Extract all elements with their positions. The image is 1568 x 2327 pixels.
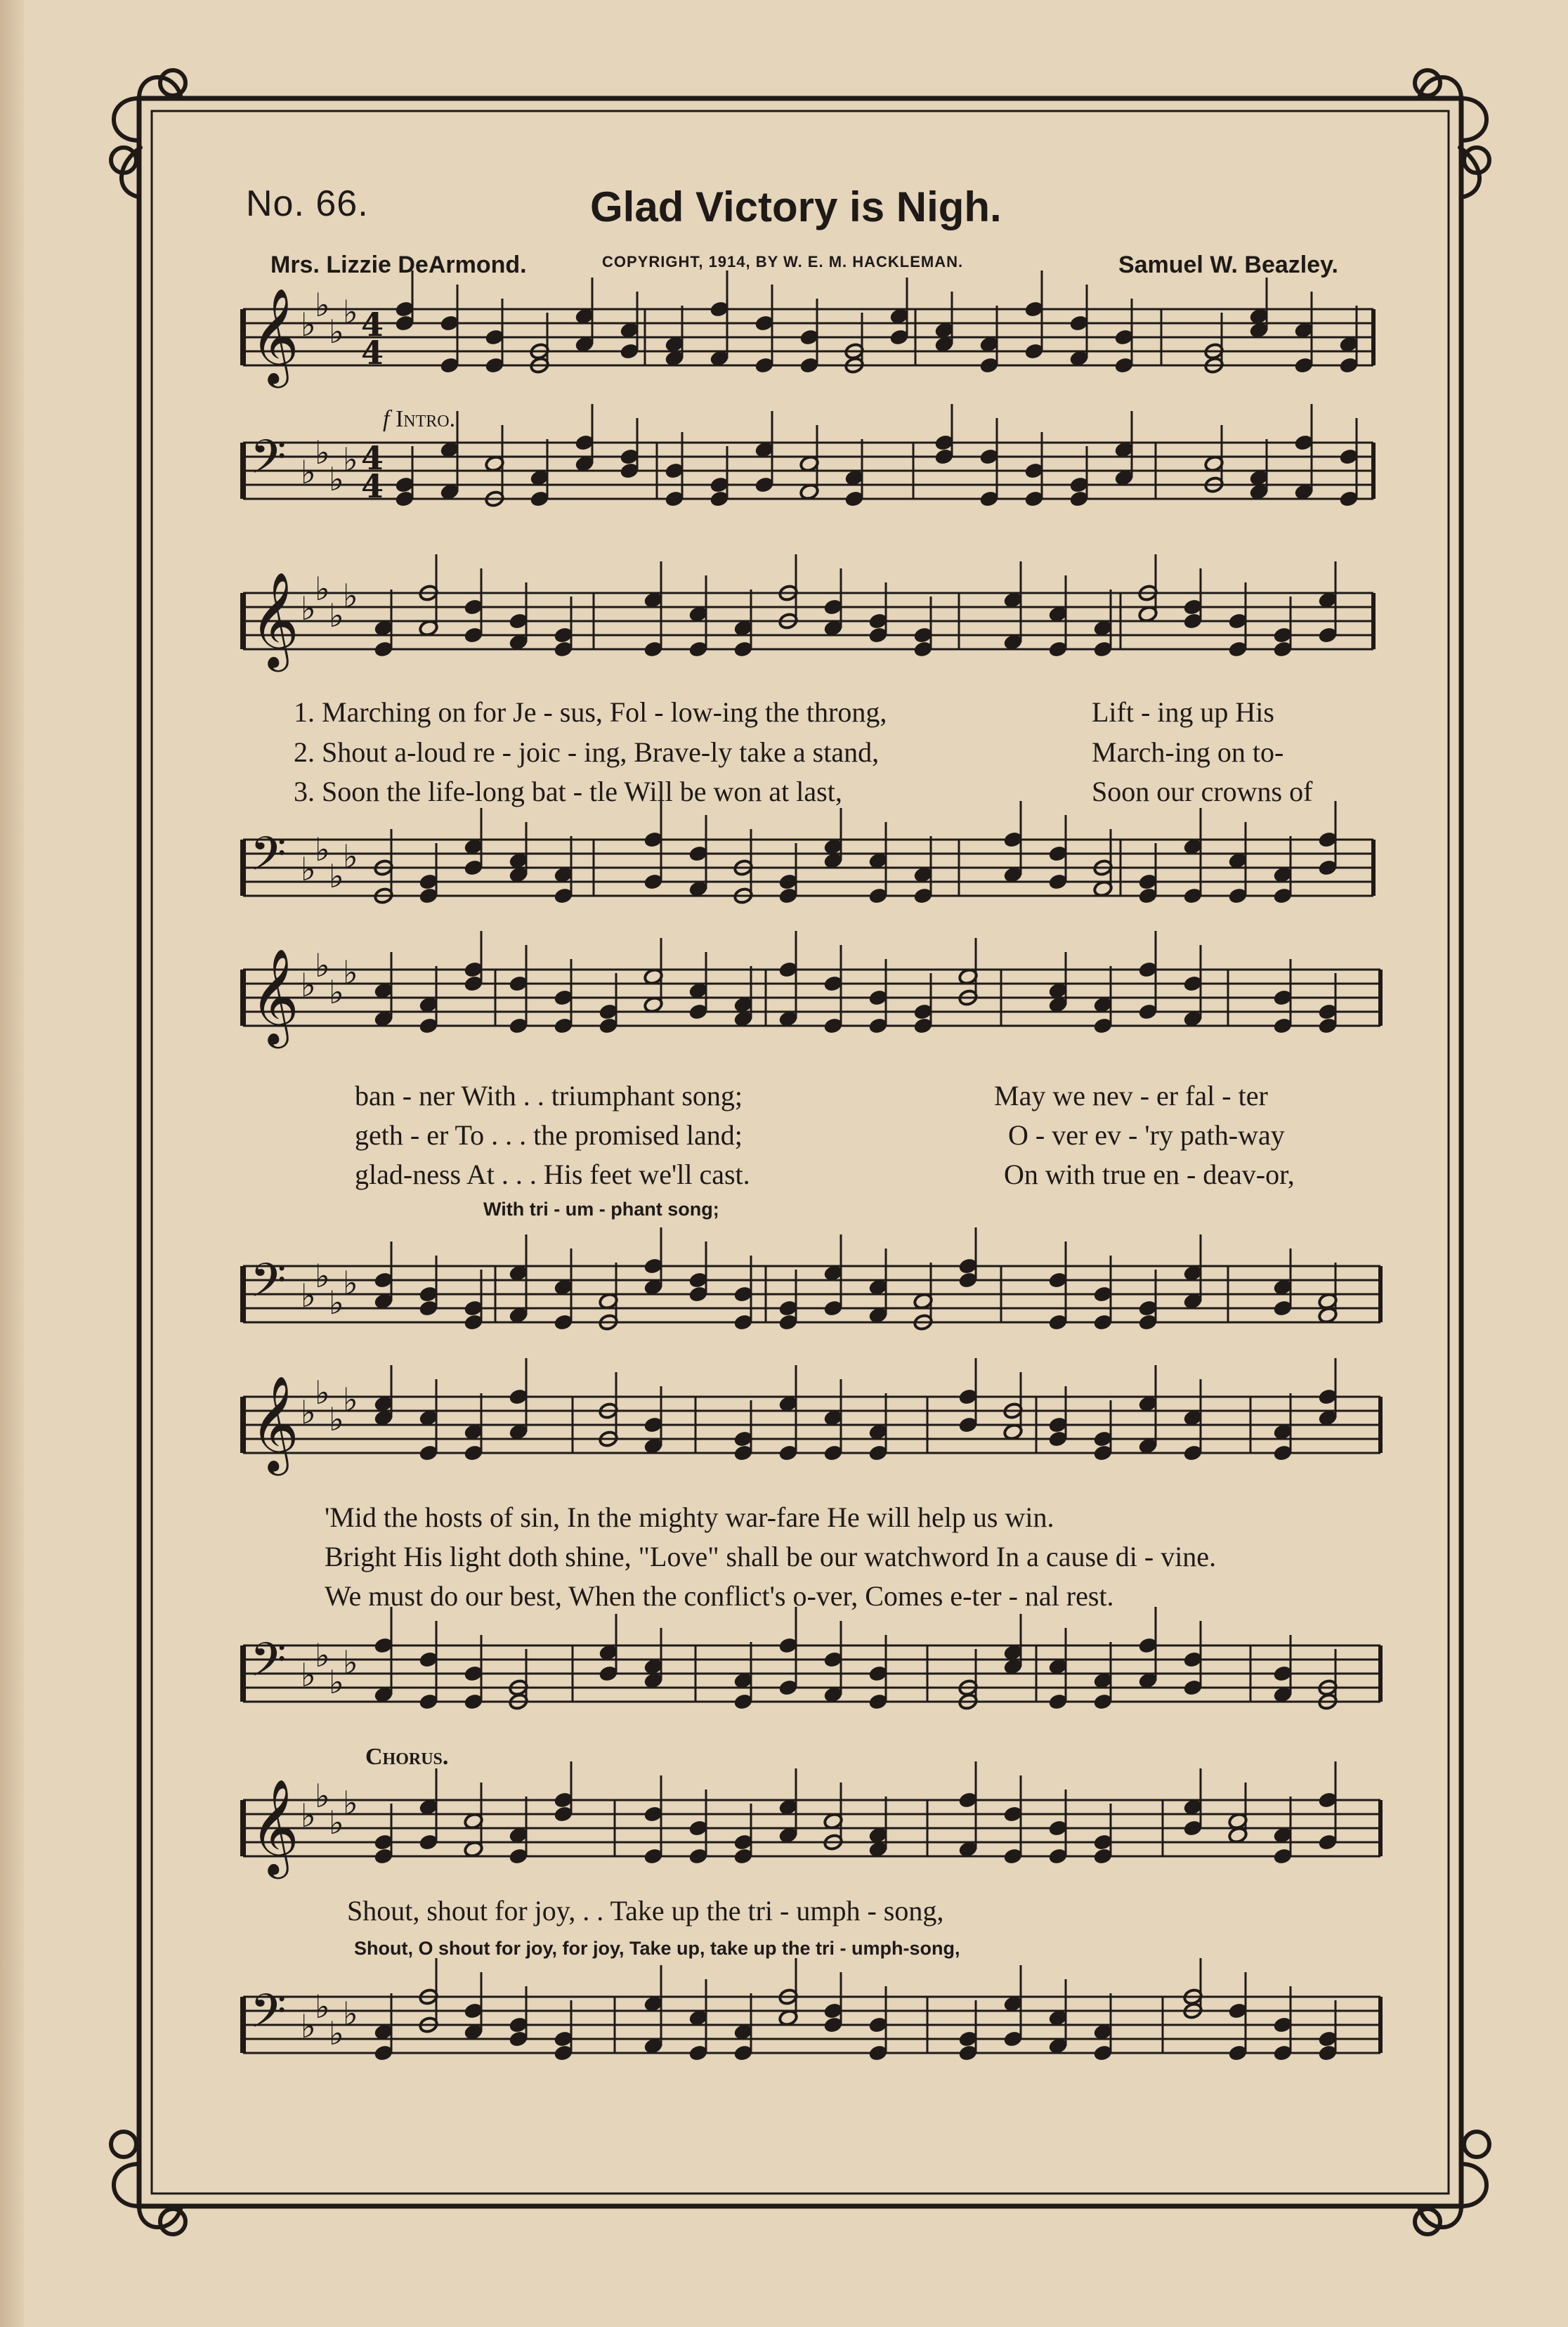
flat-sign-icon: ♭ (301, 850, 316, 888)
treble-clef-icon: 𝄞 (250, 571, 299, 667)
flat-sign-icon: ♭ (329, 1400, 344, 1438)
bass-clef-icon: 𝄢 (250, 827, 287, 892)
flat-sign-icon: ♭ (343, 837, 358, 875)
bass-clef-icon: 𝄢 (250, 1253, 287, 1319)
flat-sign-icon: ♭ (301, 453, 316, 491)
chorus-label: Chorus. (365, 1744, 449, 1770)
flat-sign-icon: ♭ (315, 946, 330, 984)
flat-sign-icon: ♭ (315, 1636, 330, 1674)
flat-sign-icon: ♭ (329, 1804, 344, 1842)
treble-clef-icon: 𝄞 (250, 1778, 299, 1875)
lyric-text: Bright His light doth shine, "Love" shall be our watchword In a cause di - vine. (325, 1541, 1217, 1572)
lyric-text: 3. Soon the life-long bat - tle Will be won at last, (294, 776, 842, 807)
hymn-number: No. 66. (246, 183, 369, 224)
flat-sign-icon: ♭ (301, 1277, 316, 1315)
flat-sign-icon: ♭ (343, 577, 358, 615)
flat-sign-icon: ♭ (315, 1374, 330, 1412)
lyric-text: March-ing on to- (1092, 736, 1284, 768)
lyric-text: ban - ner With . . triumphant song; (355, 1080, 743, 1112)
lyric-text: May we nev - er fal - ter (994, 1080, 1268, 1112)
intro-label: Intro. (395, 406, 456, 432)
flat-sign-icon: ♭ (301, 1393, 316, 1431)
flat-sign-icon: ♭ (343, 1995, 358, 2033)
flat-sign-icon: ♭ (315, 1988, 330, 2026)
flat-sign-icon: ♭ (343, 1264, 358, 1302)
bass-echo-text: With tri - um - phant song; (483, 1199, 719, 1220)
flat-sign-icon: ♭ (343, 441, 358, 478)
lyric-text: O - ver ev - 'ry path-way (1008, 1119, 1285, 1151)
flat-sign-icon: ♭ (343, 1784, 358, 1822)
time-signature-bottom: 4 (361, 467, 384, 505)
flat-sign-icon: ♭ (329, 460, 344, 498)
lyric-text: glad-ness At . . . His feet we'll cast. (355, 1159, 750, 1190)
flat-sign-icon: ♭ (301, 306, 316, 344)
lyric-text: 1. Marching on for Je - sus, Fol - low-ing the throng, (294, 696, 887, 728)
flat-sign-icon: ♭ (301, 589, 316, 627)
flat-sign-icon: ♭ (343, 953, 358, 991)
flat-sign-icon: ♭ (329, 2014, 344, 2052)
bass-clef-icon: 𝄢 (250, 430, 287, 495)
copyright-notice: COPYRIGHT, 1914, BY W. E. M. HACKLEMAN. (602, 253, 964, 270)
lyricist: Mrs. Lizzie DeArmond. (270, 252, 527, 278)
flat-sign-icon: ♭ (315, 286, 330, 324)
intro-marking (383, 406, 455, 433)
flat-sign-icon: ♭ (301, 966, 316, 1004)
lyric-text: 'Mid the hosts of sin, In the mighty war-fare He will help us win. (325, 1501, 1054, 1533)
bass-clef-icon: 𝄢 (250, 1984, 287, 2049)
time-signature-top: 4 (361, 306, 384, 344)
flat-sign-icon: ♭ (329, 857, 344, 895)
treble-clef-icon: 𝄞 (250, 287, 299, 384)
lyric-text: geth - er To . . . the promised land; (355, 1119, 743, 1151)
flat-sign-icon: ♭ (301, 1656, 316, 1694)
chorus-echo-text: Shout, O shout for joy, for joy, Take up, take up the tri - umph-song, (354, 1938, 960, 1959)
lyric-text: Soon our crowns of (1092, 776, 1313, 807)
hymn-title: Glad Victory is Nigh. (590, 183, 1002, 230)
flat-sign-icon: ♭ (315, 830, 330, 868)
time-signature-bottom: 4 (361, 334, 384, 372)
lyric-text: Lift - ing up His (1092, 696, 1274, 728)
lyric-text: On with true en - deav-or, (1004, 1159, 1295, 1190)
lyric-text: 2. Shout a-loud re - joic - ing, Brave-ly take a stand, (294, 736, 880, 768)
flat-sign-icon: ♭ (329, 973, 344, 1011)
flat-sign-icon: ♭ (315, 1777, 330, 1815)
composer: Samuel W. Beazley. (1118, 252, 1338, 278)
lyric-text: Shout, shout for joy, . . Take up the tri - umph - song, (347, 1895, 944, 1927)
flat-sign-icon: ♭ (329, 313, 344, 351)
flat-sign-icon: ♭ (343, 1643, 358, 1681)
flat-sign-icon: ♭ (315, 570, 330, 608)
lyric-text: We must do our best, When the conflict's o-ver, Comes e-ter - nal rest. (325, 1580, 1114, 1612)
flat-sign-icon: ♭ (343, 1381, 358, 1419)
flat-sign-icon: ♭ (301, 2007, 316, 2045)
flat-sign-icon: ♭ (315, 434, 330, 471)
treble-clef-icon: 𝄞 (250, 947, 299, 1044)
dynamic-forte: f (383, 406, 390, 432)
flat-sign-icon: ♭ (329, 1284, 344, 1322)
flat-sign-icon: ♭ (315, 1257, 330, 1295)
flat-sign-icon: ♭ (329, 597, 344, 634)
time-signature-top: 4 (361, 439, 384, 477)
flat-sign-icon: ♭ (329, 1663, 344, 1701)
flat-sign-icon: ♭ (301, 1797, 316, 1834)
bass-clef-icon: 𝄢 (250, 1633, 287, 1698)
flat-sign-icon: ♭ (343, 293, 358, 331)
treble-clef-icon: 𝄞 (250, 1374, 299, 1471)
